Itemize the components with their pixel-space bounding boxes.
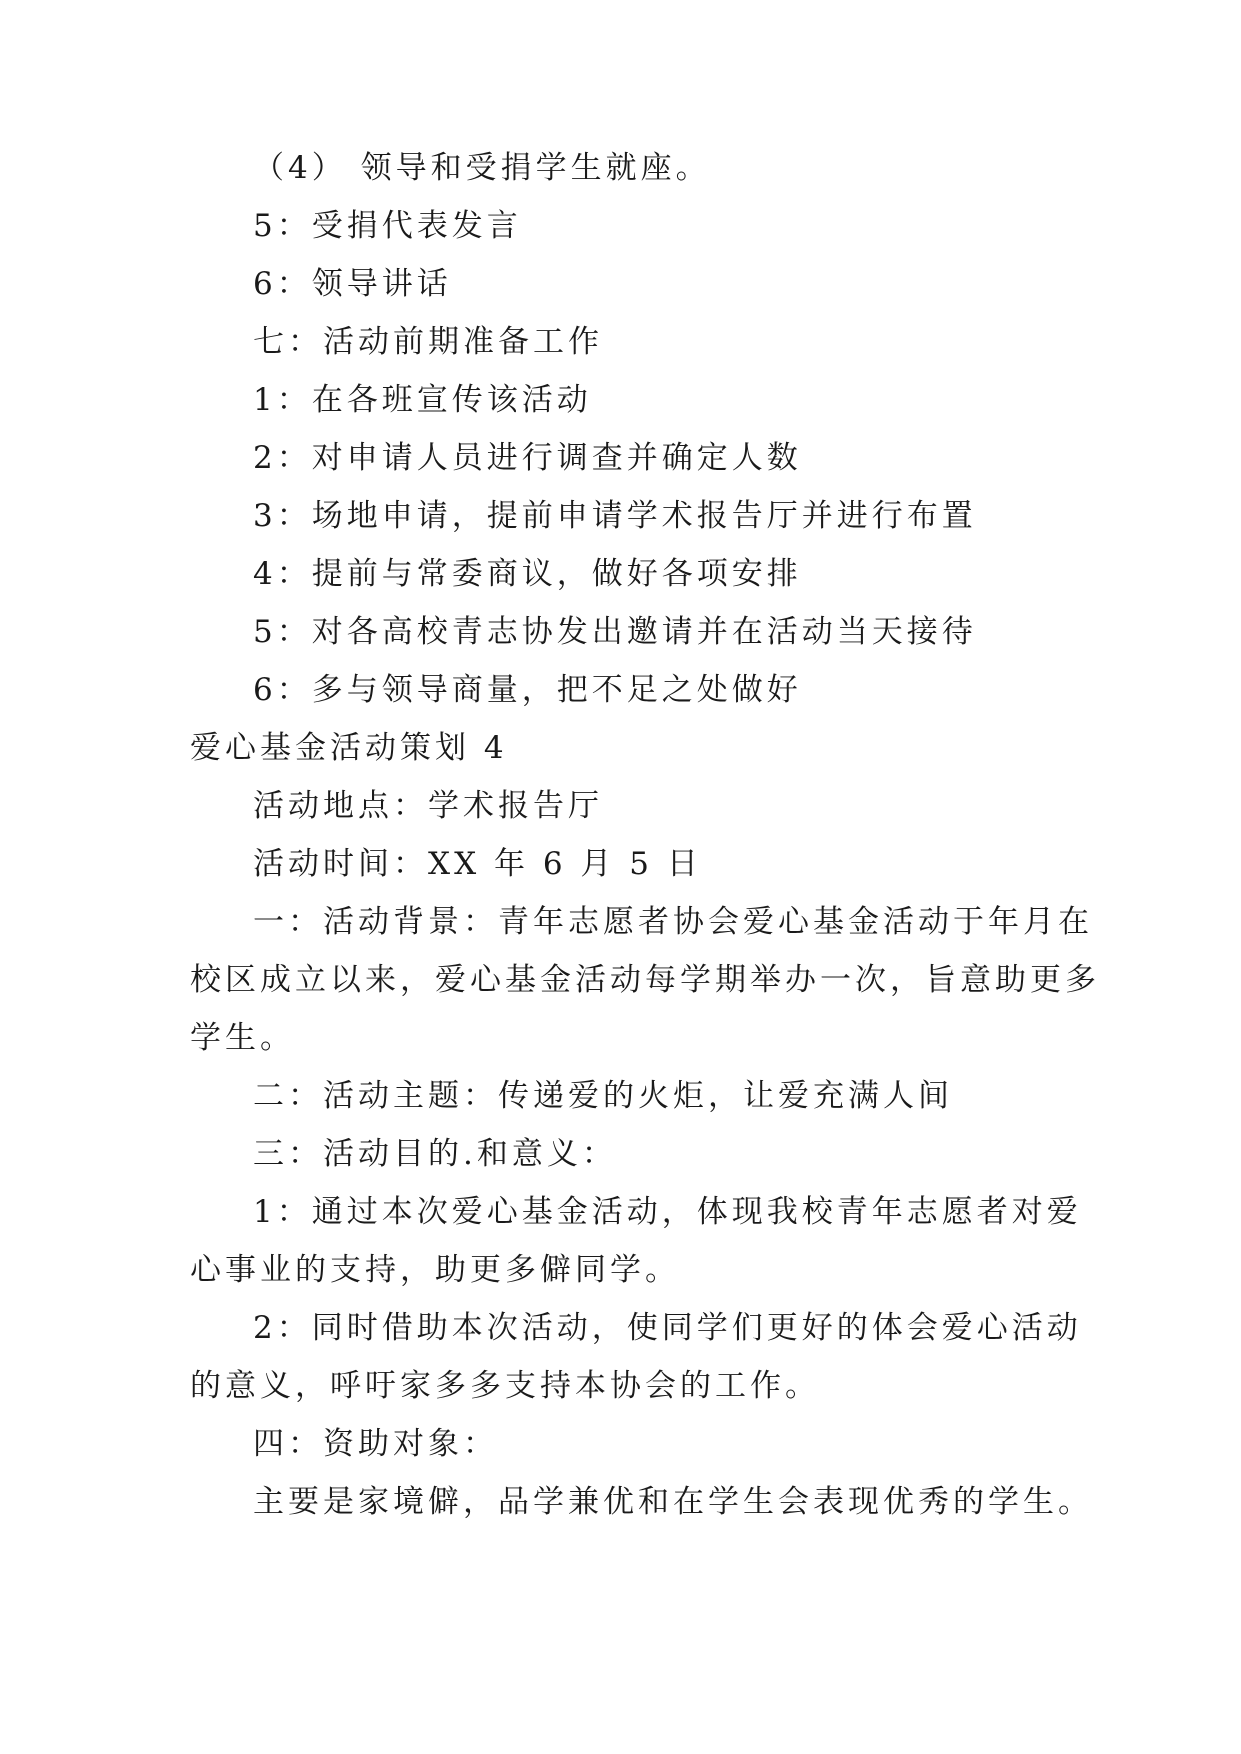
text-line: 5：对各高校青志协发出邀请并在活动当天接待 (253, 614, 977, 650)
text-line: 3：场地申请，提前申请学术报告厅并进行布置 (253, 498, 977, 534)
text-line: 三：活动目的.和意义： (253, 1136, 617, 1172)
document-title: 爱心基金活动策划 4 (190, 730, 508, 766)
text-line: 活动时间：XX 年 6 月 5 日 (253, 846, 702, 882)
text-line: 活动地点：学术报告厅 (253, 788, 603, 824)
text-line: （4） 领导和受捐学生就座。 (253, 150, 711, 186)
text-line: 一：活动背景：青年志愿者协会爱心基金活动于年月在 (253, 904, 1093, 940)
text-line: 2：同时借助本次活动，使同学们更好的体会爱心活动 (253, 1310, 1082, 1346)
text-line: 心事业的支持，助更多僻同学。 (190, 1252, 680, 1288)
text-line: 2：对申请人员进行调查并确定人数 (253, 440, 802, 476)
text-line: 的意义，呼吁家多多支持本协会的工作。 (190, 1368, 820, 1404)
text-line: 6：领导讲话 (253, 266, 452, 302)
text-line: 6：多与领导商量，把不足之处做好 (253, 672, 802, 708)
text-line: 学生。 (190, 1020, 295, 1056)
text-line: 1：在各班宣传该活动 (253, 382, 592, 418)
text-line: 校区成立以来，爱心基金活动每学期举办一次，旨意助更多 (190, 962, 1100, 998)
text-line: 四：资助对象： (253, 1426, 498, 1462)
text-line: 二：活动主题：传递爱的火炬，让爱充满人间 (253, 1078, 953, 1114)
text-line: 主要是家境僻，品学兼优和在学生会表现优秀的学生。 (253, 1484, 1093, 1520)
section-heading: 七：活动前期准备工作 (253, 324, 603, 360)
text-line: 4：提前与常委商议，做好各项安排 (253, 556, 802, 592)
text-line: 1：通过本次爱心基金活动，体现我校青年志愿者对爱 (253, 1194, 1082, 1230)
text-line: 5：受捐代表发言 (253, 208, 522, 244)
